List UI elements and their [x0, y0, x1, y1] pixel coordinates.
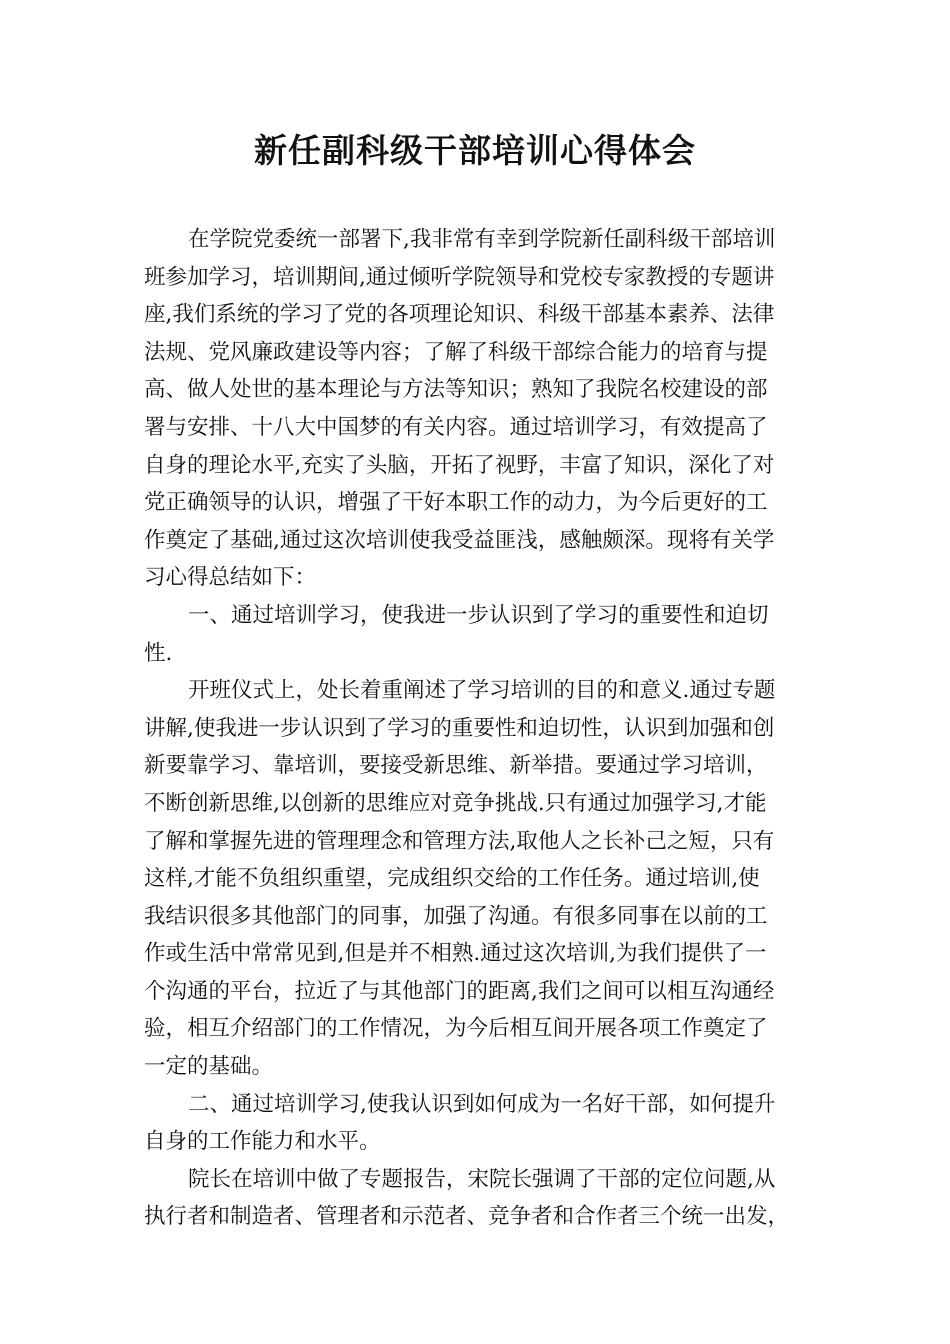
- document-title: 新任副科级干部培训心得体会: [254, 131, 696, 170]
- body-line: 在学院党委统一部署下,我非常有幸到学院新任副科级干部培训: [188, 227, 776, 252]
- body-line: 作或生活中常常见到,但是并不相熟.通过这次培训,为我们提供了一: [144, 941, 767, 967]
- document-body: [144, 221, 808, 1236]
- body-line: 新要靠学习、靠培训，要接受新思维、新举措。要通过学习培训，: [144, 753, 768, 779]
- body-line: 一、通过培训学习，使我进一步认识到了学习的重要性和迫切: [188, 602, 769, 628]
- body-line: 一定的基础。: [144, 1054, 274, 1080]
- body-line: 自身的理论水平,充实了头脑，开拓了视野，丰富了知识，深化了对: [144, 452, 775, 478]
- body-line: 作奠定了基础,通过这次培训使我受益匪浅，感触颇深。现将有关学: [144, 527, 775, 553]
- body-line: 执行者和制造者、管理者和示范者、竞争者和合作者三个统一出发，: [144, 1204, 790, 1230]
- body-line: 座,我们系统的学习了党的各项理论知识、科级干部基本素养、法律: [144, 302, 775, 328]
- body-line: 法规、党风廉政建设等内容；了解了科级干部综合能力的培育与提: [144, 339, 768, 365]
- body-line: 署与安排、十八大中国梦的有关内容。通过培训学习，有效提高了: [144, 414, 768, 440]
- body-line: 高、做人处世的基本理论与方法等知识；熟知了我院名校建设的部: [144, 377, 768, 403]
- body-line: 院长在培训中做了专题报告，宋院长强调了干部的定位问题,从: [188, 1166, 776, 1192]
- body-line: 班参加学习，培训期间,通过倾听学院领导和党校专家教授的专题讲: [144, 264, 775, 290]
- body-line: 个沟通的平台，拉近了与其他部门的距离,我们之间可以相互沟通经: [144, 978, 775, 1004]
- body-line: 验，相互介绍部门的工作情况，为今后相互间开展各项工作奠定了: [144, 1016, 768, 1042]
- body-line: 习心得总结如下：: [144, 565, 317, 591]
- body-line: 讲解,使我进一步认识到了学习的重要性和迫切性，认识到加强和创: [144, 715, 775, 741]
- body-line: 了解和掌握先进的管理理念和管理方法,取他人之长补己之短，只有: [144, 828, 775, 854]
- body-line: 二、通过培训学习,使我认识到如何成为一名好干部，如何提升: [188, 1091, 776, 1117]
- body-line: 开班仪式上，处长着重阐述了学习培训的目的和意义.通过专题: [188, 678, 776, 704]
- body-line: 不断创新思维,以创新的思维应对竞争挑战.只有通过加强学习,才能: [144, 790, 767, 816]
- body-line: 党正确领导的认识，增强了干好本职工作的动力，为今后更好的工: [144, 490, 768, 516]
- body-line: 性.: [144, 640, 173, 666]
- body-line: 这样,才能不负组织重望，完成组织交给的工作任务。通过培训,使: [144, 866, 760, 892]
- body-line: 我结识很多其他部门的同事，加强了沟通。有很多同事在以前的工: [144, 903, 768, 929]
- body-line: 自身的工作能力和水平。: [144, 1129, 381, 1155]
